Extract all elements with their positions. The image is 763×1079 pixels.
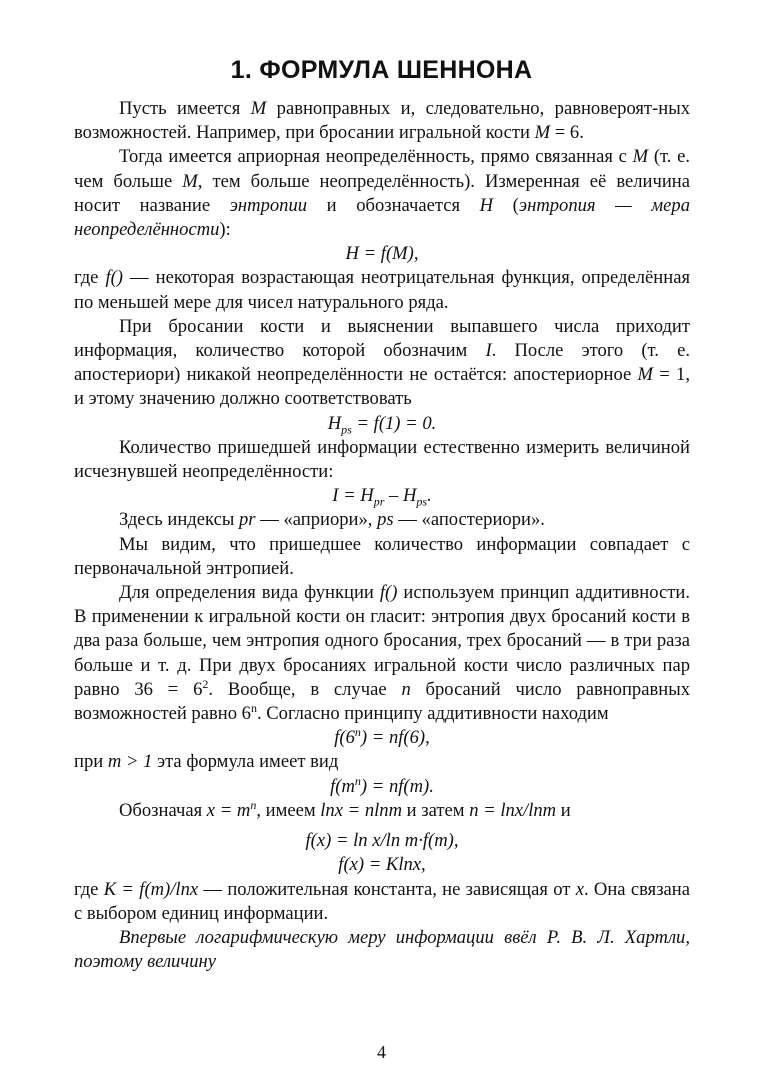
var-x: x: [575, 878, 584, 900]
paragraph-7: Мы видим, что пришедшее количество информации совпадает с первоначальной энтропией.: [74, 533, 690, 579]
paragraph-3: [74, 266, 690, 314]
text: . Вообще, в случае: [208, 678, 402, 700]
text: При бросании кости и выяснении выпавшего числа приходит информация, количество которой обозначим: [74, 315, 690, 362]
page-number: 4: [377, 1042, 386, 1062]
paragraph-1: [74, 97, 690, 145]
var-n: n: [401, 678, 411, 700]
entropy-definition: энтропия — мера неопределённости: [74, 194, 690, 241]
text: . После этого (т. е. апостериори) никакой неопределённости не остаётся: апостериорное: [74, 340, 690, 386]
text: , имеем: [256, 799, 321, 821]
text: при: [74, 751, 108, 773]
func-f: f(): [379, 582, 398, 604]
formula-5: [74, 775, 690, 799]
text: .: [427, 485, 432, 507]
text: . Согласно принципу аддитивности находим: [256, 703, 609, 725]
subscript: ps: [341, 422, 352, 437]
formula-2: [74, 412, 690, 436]
text: = 1, и этому значению должно соответствовать: [74, 364, 690, 410]
formula-1: H = f(M),: [345, 243, 419, 265]
index-pr: pr: [239, 509, 256, 531]
formula-6: f(x) = ln x/ln m·f(m),: [305, 830, 459, 852]
var-I: I: [485, 340, 492, 362]
var-M: M: [182, 170, 198, 192]
superscript: 2: [202, 676, 209, 691]
var-M: M: [637, 364, 654, 386]
subscript: ps: [416, 494, 428, 509]
text: = 6.: [550, 122, 584, 144]
text: – H: [384, 485, 417, 507]
var-x: x = m: [206, 799, 251, 821]
text: f(6: [334, 727, 355, 749]
text: равноправных и, следовательно, равновероят-ных возможностей. Например, при бросании игральной кости: [74, 98, 690, 144]
var-M: M: [632, 146, 649, 168]
superscript: n: [250, 700, 257, 715]
text: (: [493, 194, 519, 216]
text: эта формула имеет вид: [152, 751, 339, 773]
text: Тогда имеется априорная неопределённость, прямо связанная с: [119, 146, 633, 168]
text: используем принцип аддитивности. В применении к игральной кости он гласит: энтропия двух бросаний кости в два раза больше, чем энтропия одного бросания, трех бросаний — в три раза больше и т. д. При двух бросаниях игральной кости число различных пар равно 36 = 6: [74, 582, 690, 700]
text: f(m: [330, 775, 355, 797]
paragraph-8: [74, 581, 690, 726]
text: ) = nf(m).: [360, 775, 434, 797]
text: и: [556, 799, 571, 821]
condition-m: m > 1: [107, 751, 153, 773]
text: Для определения вида функции: [119, 582, 380, 604]
index-ps: ps: [377, 509, 394, 531]
subscript: pr: [373, 494, 385, 509]
text: где: [74, 267, 106, 289]
text: ):: [219, 219, 231, 241]
var-M: M: [250, 98, 267, 119]
text: — положительная константа, не зависящая от: [198, 878, 576, 900]
text: — «априори»,: [255, 509, 378, 531]
text: бросаний число равноправных возможностей равно 6: [74, 678, 690, 725]
formula-3: [74, 484, 690, 508]
formula-7: f(x) = Klnx,: [338, 854, 426, 876]
constant-K: K = f(m)/lnx: [103, 878, 199, 900]
term-entropy: энтропии: [229, 194, 308, 216]
text: — некоторая возрастающая неотрицательная функция, определённая по меньшей мере для чисел натурального ряда.: [74, 267, 691, 313]
text: Обозначая: [119, 799, 207, 821]
text: Пусть имеется: [119, 98, 251, 119]
equation-inline: n = lnx/lnm: [469, 799, 557, 821]
text: H: [327, 412, 342, 434]
text: — «апостериори».: [393, 509, 545, 531]
text: где: [74, 878, 104, 900]
paragraph-10: [74, 799, 690, 823]
paragraph-12: Впервые логарифмическую меру информации ввёл Р. В. Л. Хартли, поэтому величину: [74, 926, 690, 973]
text: (т. е. чем больше: [74, 146, 691, 192]
paragraph-5: Количество пришедшей информации естественно измерить величиной исчезнувшей неопределённости:: [74, 436, 690, 483]
text: . Она связана с выбором единиц информации.: [74, 878, 690, 924]
func-f: f(): [105, 267, 123, 289]
paragraph-2: [74, 145, 690, 242]
paragraph-4: [74, 315, 690, 412]
equation-inline: lnx = nlnm: [320, 799, 403, 821]
var-H: H: [479, 194, 494, 216]
text: I = H: [332, 485, 374, 507]
text: Здесь индексы: [119, 509, 239, 531]
formula-4: [74, 726, 690, 750]
superscript: n: [354, 773, 361, 788]
paragraph-9: [74, 750, 690, 774]
section-title: 1. ФОРМУЛА ШЕННОНА: [230, 56, 533, 84]
paragraph-6: [74, 508, 690, 532]
superscript: n: [354, 725, 361, 740]
text: = f(1) = 0.: [351, 412, 437, 434]
paragraph-11: [74, 878, 690, 926]
text: , тем больше неопределённость). Измеренная её величина носит название: [74, 170, 690, 216]
text: и обозначается: [307, 194, 480, 216]
var-M: M: [534, 122, 551, 144]
text: ) = nf(6),: [360, 727, 430, 749]
body-text: [74, 97, 690, 974]
superscript: n: [250, 797, 257, 812]
text: и затем: [402, 799, 470, 821]
